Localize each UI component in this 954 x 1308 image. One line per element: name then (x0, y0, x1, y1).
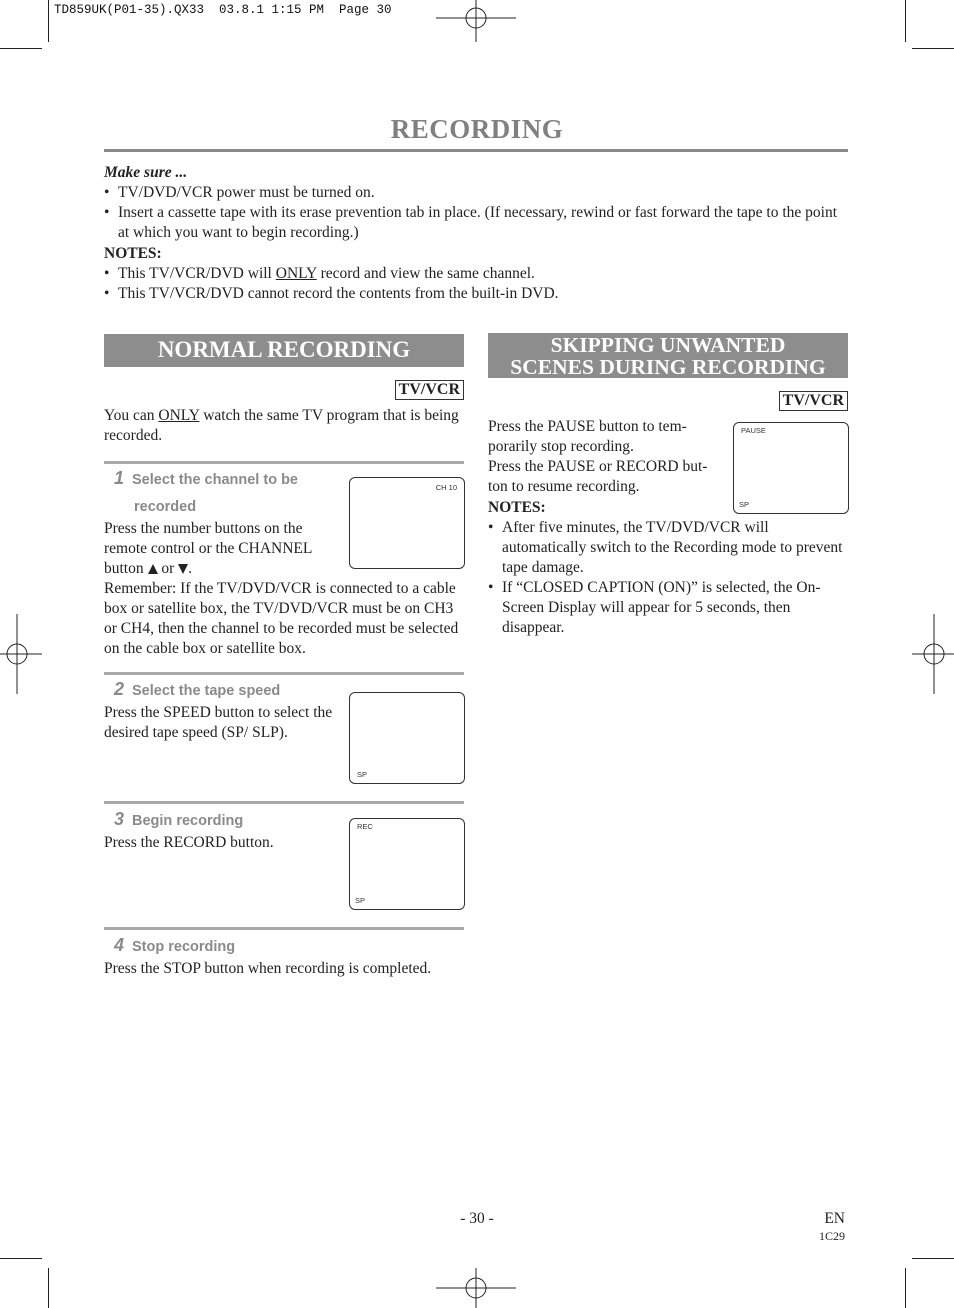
osd-text: CH 10 (435, 483, 457, 492)
registration-mark-bottom (436, 1268, 516, 1308)
note-emphasis: ONLY (275, 265, 317, 282)
crop-mark (912, 48, 954, 49)
note-text: record and view the same channel. (316, 265, 535, 282)
osd-text: SP (357, 770, 368, 779)
notes-label: NOTES: (104, 245, 162, 262)
page-number: - 30 - (460, 1210, 494, 1227)
page-title: RECORDING (390, 114, 564, 144)
step-body-line: button or . (104, 560, 193, 577)
note-item: • This TV/VCR/DVD cannot record the contents from the built-in DVD. (104, 284, 848, 304)
step-body: Press the SPEED button to select the desired tape speed (SP/ SLP). (104, 704, 333, 741)
title-rule (104, 149, 848, 152)
registration-mark-right (912, 614, 954, 694)
registration-mark-left (0, 614, 42, 694)
skipping-body-line: Press the PAUSE button to tem- (488, 418, 687, 435)
step-title: Begin recording (132, 813, 244, 829)
step-number: 3 (114, 809, 125, 829)
language-code: EN (824, 1210, 845, 1227)
step-body-line: Press the number buttons on the (104, 520, 303, 537)
note-item: • If “CLOSED CAPTION (ON)” is selected, the On-Screen Display will appear for 5 seconds, then disappear. (488, 578, 848, 638)
step-body: Press the RECORD button. (104, 834, 274, 851)
step-title: Select the channel to be (132, 472, 299, 488)
crop-mark (48, 0, 49, 42)
step-header (114, 935, 414, 956)
skipping-body-line: porarily stop recording. (488, 438, 634, 455)
note-item: • After five minutes, the TV/DVD/VCR will automatically switch to the Recording mode to prevent tape damage. (488, 518, 848, 578)
step-rule (104, 461, 464, 464)
normal-intro-text: watch the same TV program that is being recorded. (104, 407, 459, 444)
normal-intro (104, 406, 464, 446)
step-rule (104, 927, 464, 930)
osd-text: SP (355, 896, 366, 905)
step-title: recorded (134, 499, 197, 515)
skipping-body-line: ton to resume recording. (488, 478, 640, 495)
make-sure-label: Make sure ... (104, 164, 188, 181)
skipping-notes (488, 498, 848, 638)
crop-mark (48, 1268, 49, 1308)
osd-screen (349, 692, 465, 784)
document-code: 1C29 (818, 1229, 845, 1243)
normal-recording-heading: NORMAL RECORDING (104, 334, 464, 367)
step-body (104, 519, 344, 579)
step-number: 4 (114, 935, 125, 955)
osd-text: SP (739, 500, 750, 509)
skipping-body-line: Press the PAUSE or RECORD but- (488, 458, 708, 475)
skipping-body (488, 417, 733, 497)
step-body-text: or (161, 560, 175, 577)
note-item (104, 264, 848, 284)
step-number: 2 (114, 679, 125, 699)
step-number: 1 (114, 468, 125, 488)
intro-section (104, 163, 848, 304)
step-body: Press the STOP button when recording is completed. (104, 960, 432, 977)
crop-mark (905, 0, 906, 42)
print-slug: TD859UK(P01-35).QX33 03.8.1 1:15 PM Page 30 (54, 3, 392, 17)
step-header (114, 809, 344, 830)
step-header (114, 468, 344, 489)
step-rule (104, 672, 464, 675)
step-title: Stop recording (132, 939, 236, 955)
intro-bullet: • Insert a cassette tape with its erase prevention tab in place. (If necessary, rewind or fast forward the tape to the point at which you want to begin recording.) (104, 203, 848, 243)
intro-bullet: • TV/DVD/VCR power must be turned on. (104, 183, 848, 203)
step-title: Select the tape speed (132, 683, 281, 699)
step-remember: Remember: If the TV/DVD/VCR is connected to a cable box or satellite box, the TV/DVD/VCR must be on CH3 or CH4, then the channel to be recorded must be selected on the cable box or satellite box. (104, 580, 459, 657)
registration-mark-top (436, 0, 516, 42)
up-arrow-icon (148, 564, 158, 574)
osd-screen (349, 477, 465, 569)
crop-mark (905, 1268, 906, 1308)
step-rule (104, 801, 464, 804)
tv-vcr-tag: TV/VCR (395, 380, 464, 400)
note-text: This TV/VCR/DVD will (118, 265, 276, 282)
osd-screen (349, 818, 465, 910)
down-arrow-icon (178, 564, 188, 574)
crop-mark (0, 48, 42, 49)
step-header (114, 679, 344, 700)
osd-text: PAUSE (741, 426, 766, 435)
step-body-line: remote control or the CHANNEL (104, 540, 313, 557)
crop-mark (912, 1258, 954, 1259)
skipping-heading-line: SCENES DURING RECORDING (510, 355, 826, 379)
normal-intro-emphasis: ONLY (158, 407, 200, 424)
notes-label: NOTES: (488, 499, 546, 516)
tv-vcr-tag: TV/VCR (779, 391, 848, 411)
step-body-text: button (104, 560, 144, 577)
normal-intro-text: You can (104, 407, 159, 424)
crop-mark (0, 1258, 42, 1259)
osd-text: REC (357, 822, 373, 831)
skipping-heading (488, 333, 848, 378)
skipping-heading-line: SKIPPING UNWANTED (550, 333, 786, 357)
